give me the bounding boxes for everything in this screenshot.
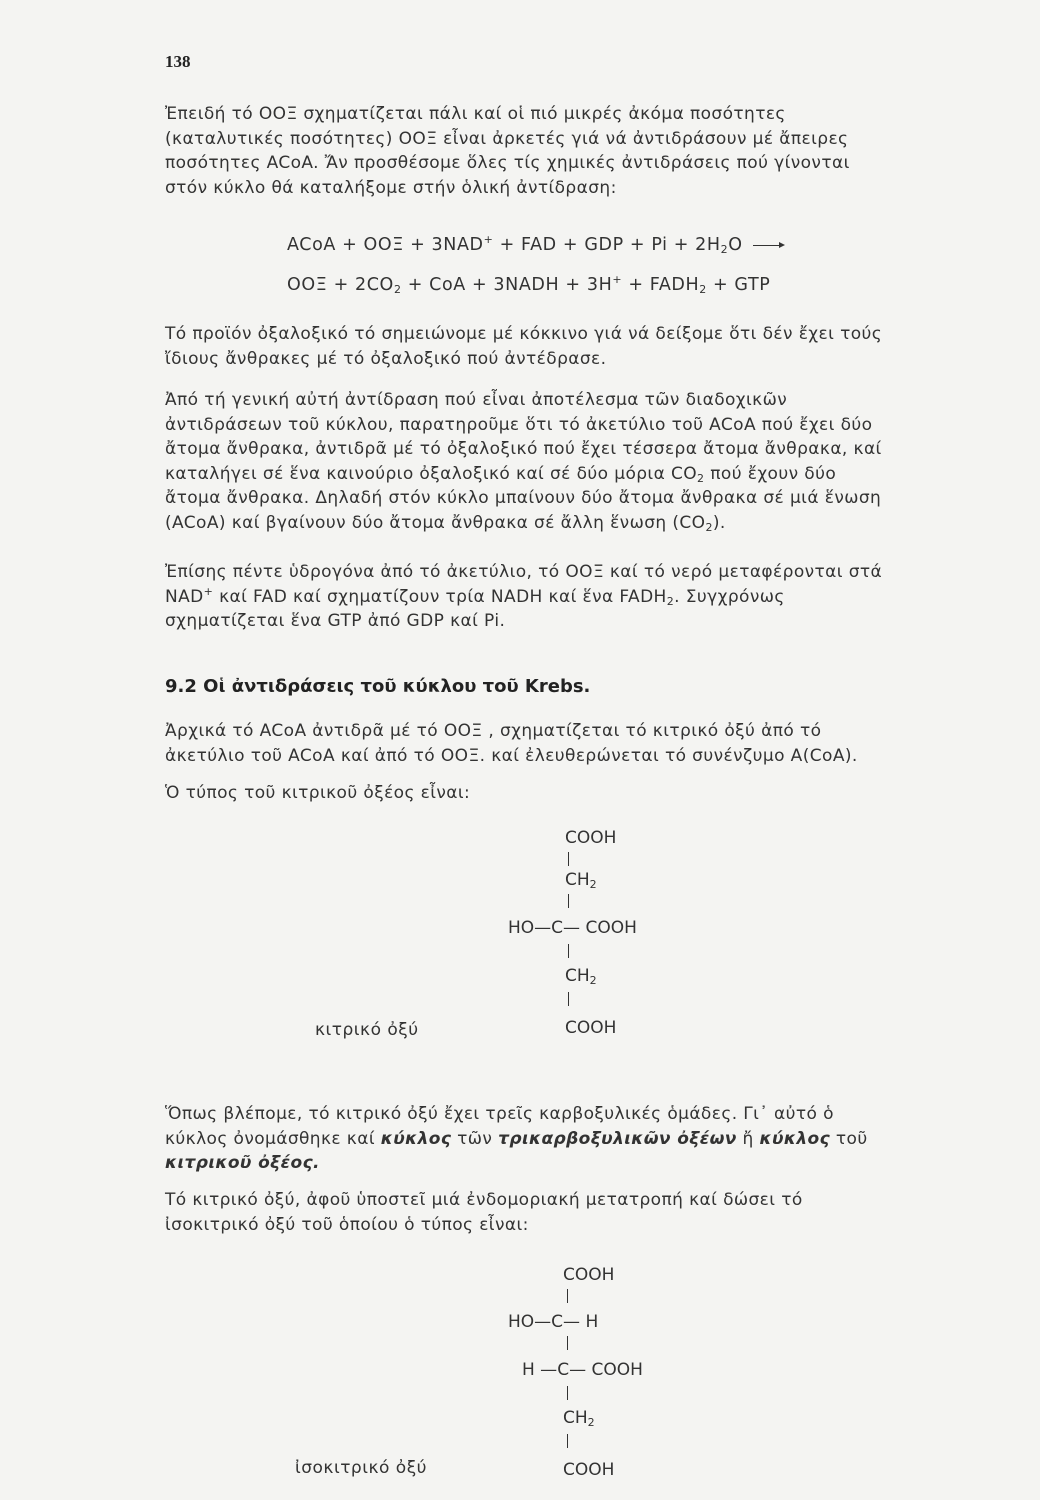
eq2-a: ΟΟΞ + 2CO	[287, 275, 394, 295]
paragraph-general-reaction	[165, 388, 887, 535]
paragraph-hydrogens	[165, 560, 887, 634]
page-number: 138	[165, 52, 191, 71]
citric-r4	[565, 966, 597, 986]
citric-r5: COOH	[565, 1018, 617, 1038]
citric-r3b: C	[551, 918, 564, 938]
citric-r1: COOH	[565, 828, 617, 848]
iso-bond-1	[567, 1289, 568, 1303]
eq1-sup: +	[483, 233, 494, 246]
iso-r4b: 2	[587, 1416, 595, 1429]
iso-r3	[522, 1360, 643, 1380]
citric-bond-1	[568, 852, 569, 866]
citric-r2b: 2	[589, 878, 597, 891]
eq2-e: + FADH	[622, 275, 700, 295]
p7-b3: κύκλος	[759, 1128, 831, 1149]
p3-t3: ).	[712, 512, 726, 533]
eq2-g: + GTP	[706, 275, 771, 295]
paragraph-isocitric-intro: Τό κιτρικό ὀξύ, ἀφοῦ ὑποστεῖ μιά ἐνδομοριακή μετατροπή καί δώσει τό ἰσοκιτρικό ὀξύ τοῦ ὁποίου ὁ τύπος εἶναι:	[165, 1190, 803, 1235]
eq2-sub1: 2	[393, 283, 402, 296]
p4-t2: καί FAD καί σχηματίζουν τρία NADH καί ἕνα FADH	[213, 586, 667, 607]
p7-t3: ἤ	[736, 1128, 760, 1149]
citric-bond-2	[568, 894, 569, 908]
equation-line-2	[287, 275, 770, 295]
paragraph-product: Τό προϊόν ὀξαλοξικό τό σημειώνομε μέ κόκκινο γιά νά δείξομε ὅτι δέν ἔχει τούς ἴδιους ἄνθρακες μέ τό ὀξαλοξικό πού ἀντέδρασε.	[165, 324, 883, 369]
citric-r2a: CH	[565, 870, 590, 890]
iso-r4a: CH	[563, 1408, 588, 1428]
section-heading: 9.2 Οἱ ἀντιδράσεις τοῦ κύκλου τοῦ Krebs.	[165, 676, 591, 697]
eq1-c: + FAD + GDP + Pi + 2H	[493, 235, 721, 255]
p4-sup: +	[203, 584, 214, 598]
citric-r3c: — COOH	[563, 918, 637, 938]
citric-r2	[565, 870, 597, 890]
p4-sub: 2	[666, 594, 675, 608]
citric-r4a: CH	[565, 966, 590, 986]
p4-t3: . Συγχρόνως σχηματίζεται ἕνα GTP ἀπό GDP καί Pi.	[165, 586, 785, 631]
iso-r3a: H —	[522, 1360, 558, 1380]
equation-line-1	[287, 235, 783, 255]
citric-r3a: HO—	[508, 918, 552, 938]
paragraph-initial: Ἀρχικά τό ACoA ἀντιδρᾶ μέ τό ΟΟΞ , σχηματίζεται τό κιτρικό ὀξύ ἀπό τό ἀκετύλιο τοῦ ACoA καί ἀπό τό ΟΟΞ. καί ἐλευθερώνεται τό συνένζυμο A(CoA).	[165, 721, 858, 766]
iso-r2c: — H	[563, 1312, 599, 1332]
p7-t4: τοῦ	[830, 1128, 868, 1149]
iso-bond-3	[567, 1386, 568, 1400]
citric-r3	[508, 918, 637, 938]
eq2-sub2: 2	[699, 283, 707, 296]
iso-r3c: — COOH	[569, 1360, 643, 1380]
paragraph-intro	[165, 102, 887, 200]
reaction-arrow-icon	[753, 245, 783, 246]
paragraph-carboxyl-groups	[165, 1102, 887, 1176]
citric-r4b: 2	[589, 974, 597, 987]
iso-r2a: HO—	[508, 1312, 552, 1332]
iso-r2	[508, 1312, 598, 1332]
paragraph-intro-text: Ἐπειδή τό ΟΟΞ σχηματίζεται πάλι καί οἱ πιό μικρές ἀκόμα ποσότητες (καταλυτικές ποσότητες) ΟΟΞ εἶναι ἀρκετές γιά νά ἀντιδράσουν μέ ἄπειρες ποσότητες ACoA. Ἄν προσθέσομε ὅλες τίς χημικές ἀντιδράσεις πού γίνονται στόν κύκλο θά καταλήξομε στήν ὁλική ἀντίδραση:	[165, 104, 850, 198]
citric-bond-3	[568, 944, 569, 958]
citric-acid-label: κιτρικό ὀξύ	[315, 1020, 419, 1040]
p7-b2: τρικαρβοξυλικῶν ὀξέων	[498, 1128, 737, 1149]
p7-b1: κύκλος	[380, 1128, 452, 1149]
p4-t1: Ἐπίσης πέντε ὑδρογόνα ἀπό τό ἀκετύλιο, τό ΟΟΞ καί τό νερό μεταφέρονται στά NAD	[165, 562, 883, 607]
iso-r5: COOH	[563, 1460, 615, 1480]
p3-s1: 2	[697, 471, 705, 485]
iso-r2b: C	[551, 1312, 564, 1332]
p3-t2: πού ἔχουν δύο ἄτομα ἄνθρακα. Δηλαδή στόν κύκλο μπαίνουν δύο ἄτομα ἄνθρακα σέ μιά ἕνωση (ACoA) καί βγαίνουν δύο ἄτομα ἄνθρακα σέ ἄλλη ἕνωση (CO	[165, 463, 882, 533]
p3-s2: 2	[705, 520, 713, 534]
p7-t2: τῶν	[451, 1128, 499, 1149]
eq1-e: O	[728, 235, 743, 255]
eq2-c: + CoA + 3NADH + 3H	[401, 275, 613, 295]
eq1-a: ACoA + ΟΟΞ + 3NAD	[287, 235, 484, 255]
eq1-sub: 2	[720, 243, 729, 256]
paragraph-citric-formula-intro: Ὁ τύπος τοῦ κιτρικοῦ ὀξέος εἶναι:	[165, 783, 471, 803]
iso-bond-4	[567, 1434, 568, 1448]
iso-bond-2	[567, 1336, 568, 1350]
eq2-sup: +	[612, 273, 623, 286]
p7-t1: Ὅπως βλέπομε, τό κιτρικό ὀξύ ἔχει τρεῖς καρβοξυλικές ὁμάδες. Γι᾽ αὐτό ὁ κύκλος ὀνομάσθηκε καί	[165, 1104, 834, 1149]
iso-r1: COOH	[563, 1265, 615, 1285]
citric-bond-4	[568, 992, 569, 1006]
iso-r3b: C	[557, 1360, 570, 1380]
iso-r4	[563, 1408, 595, 1428]
p7-b4: κιτρικοῦ ὀξέος.	[165, 1153, 320, 1173]
p3-t1: Ἀπό τή γενική αὐτή ἀντίδραση πού εἶναι ἀποτέλεσμα τῶν διαδοχικῶν ἀντιδράσεων τοῦ κύκλου, παρατηροῦμε ὅτι τό ἀκετύλιο τοῦ ACoA πού ἔχει δύο ἄτομα ἄνθρακα, ἀντιδρᾶ μέ τό ὀξαλοξικό πού ἔχει τέσσερα ἄτομα ἄνθρακα, καί καταλήγει σέ ἕνα καινούριο ὀξαλοξικό καί σέ δύο μόρια CO	[165, 390, 882, 484]
isocitric-acid-label: ἰσοκιτρικό ὀξύ	[295, 1458, 428, 1478]
